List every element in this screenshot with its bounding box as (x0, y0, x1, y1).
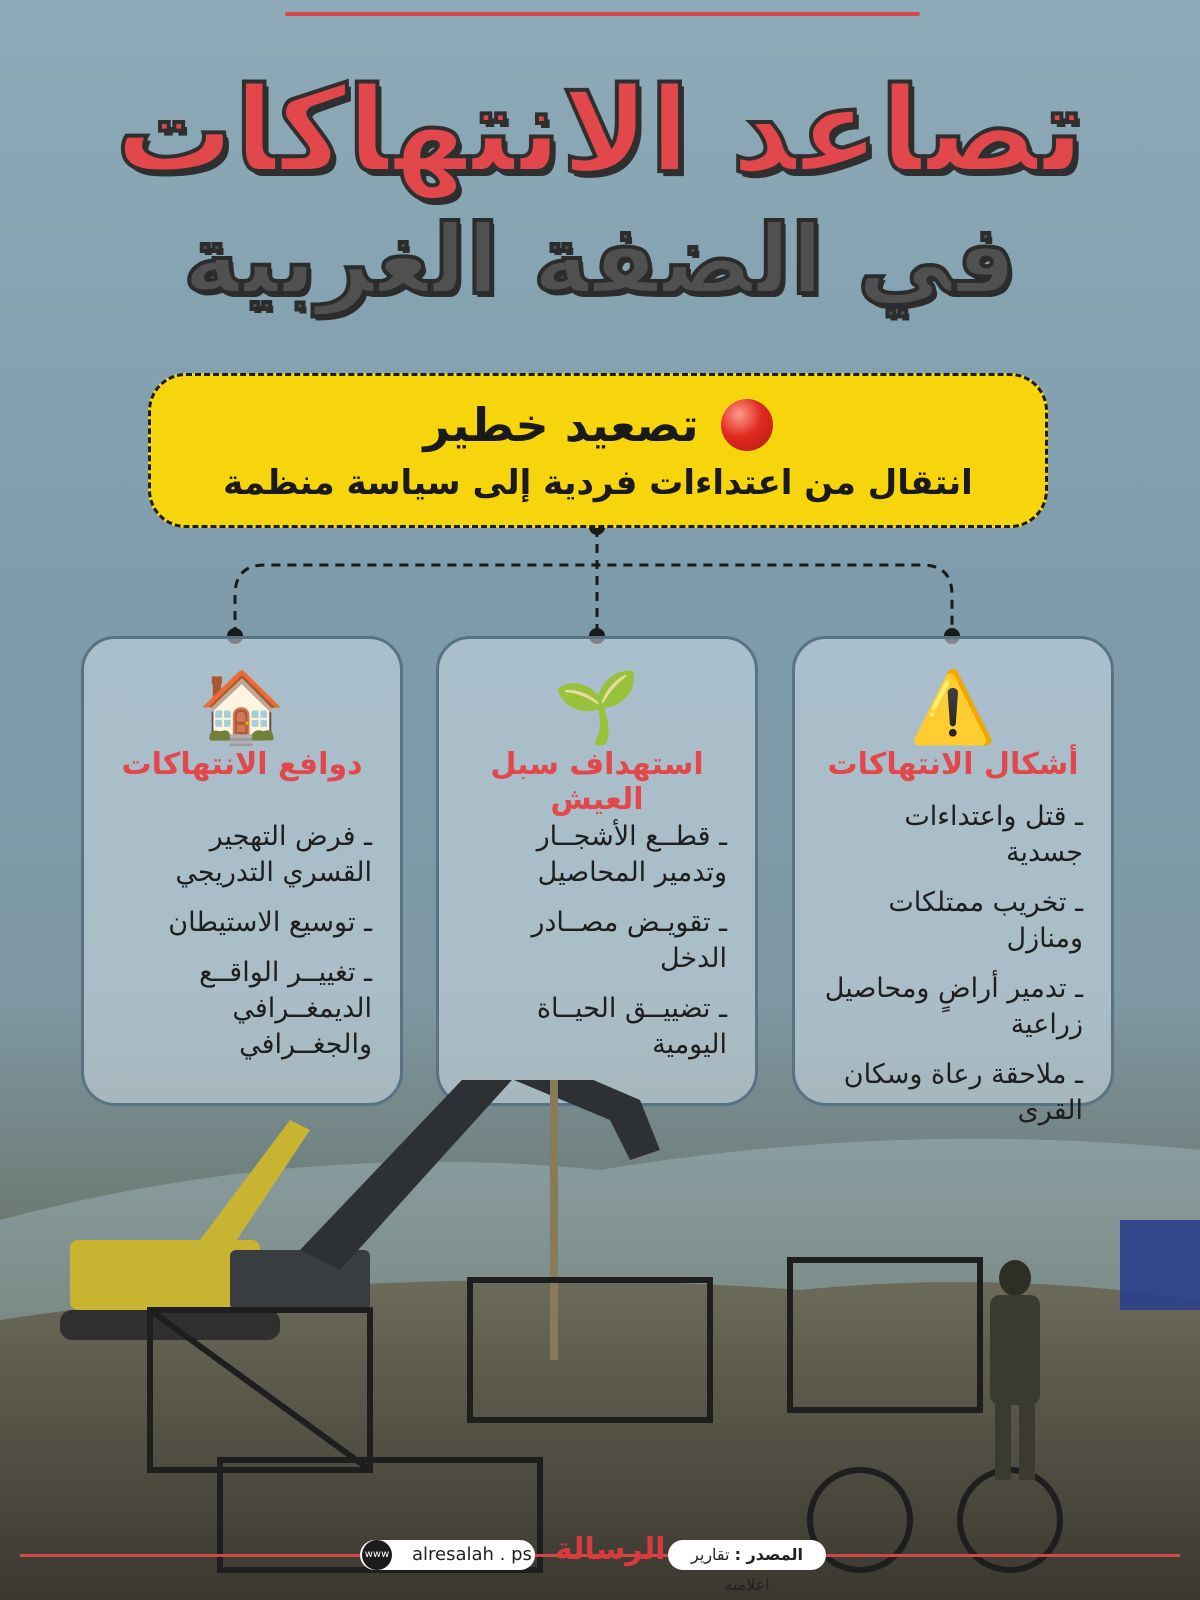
list-item: ـ تغييــر الواقــع الديمغــرافي والجغــرافي (199, 957, 372, 1060)
title-line-2: في الضفة الغربية (183, 204, 1017, 316)
source-label: المصدر : (734, 1545, 803, 1564)
alert-subheading: انتقال من اعتداءات فردية إلى سياسة منظمة (223, 462, 973, 503)
card-title: أشكال الانتهاكات (827, 747, 1079, 782)
card-list (112, 819, 372, 1077)
list-item: ـ فرض التهجير القسري التدريجي (175, 821, 372, 888)
card-violation-motives (81, 636, 403, 1106)
alert-heading: تصعيد خطير (423, 398, 699, 452)
list-item: ـ توسيع الاستيطان (168, 907, 372, 938)
list-item: ـ قتل واعتداءات جسدية (904, 801, 1083, 868)
list-item: ـ قطــع الأشجــار وتدمير المحاصيل (536, 821, 727, 888)
list-item: ـ تضييــق الحيــاة اليومية (536, 993, 727, 1060)
connector-lines (0, 0, 1200, 700)
list-item: ـ ملاحقة رعاة وسكان القرى (843, 1059, 1083, 1126)
red-circle-icon (721, 399, 773, 451)
house-icon: 🏠 (198, 666, 286, 748)
card-title: استهداف سبل العيش (490, 747, 704, 817)
alresalah-logo: الرسالة (555, 1532, 666, 1567)
title-line-1: تصاعد الانتهاكات (115, 61, 1085, 199)
card-list (467, 819, 727, 1077)
globe-icon: www (362, 1540, 392, 1570)
alert-heading-row (151, 398, 1045, 459)
list-item: ـ تدمير أراضٍ ومحاصيل زراعية (824, 973, 1083, 1040)
card-violation-forms (792, 636, 1114, 1126)
seedling-icon: 🌱 (553, 666, 641, 748)
source-value: تقارير اعلامية (691, 1545, 770, 1594)
source-badge (668, 1540, 826, 1594)
alert-box (148, 373, 1048, 528)
card-title: دوافع الانتهاكات (121, 747, 363, 782)
warning-icon: ⚠️ (909, 666, 997, 748)
list-item: ـ تخريب ممتلكات ومنازل (888, 887, 1083, 954)
card-livelihood-targeting (436, 636, 758, 1106)
list-item: ـ تقويـض مصــادر الدخل (531, 907, 727, 974)
website-link[interactable]: alresalah . ps (360, 1540, 535, 1570)
demolition-scene-illustration (0, 1080, 1200, 1600)
